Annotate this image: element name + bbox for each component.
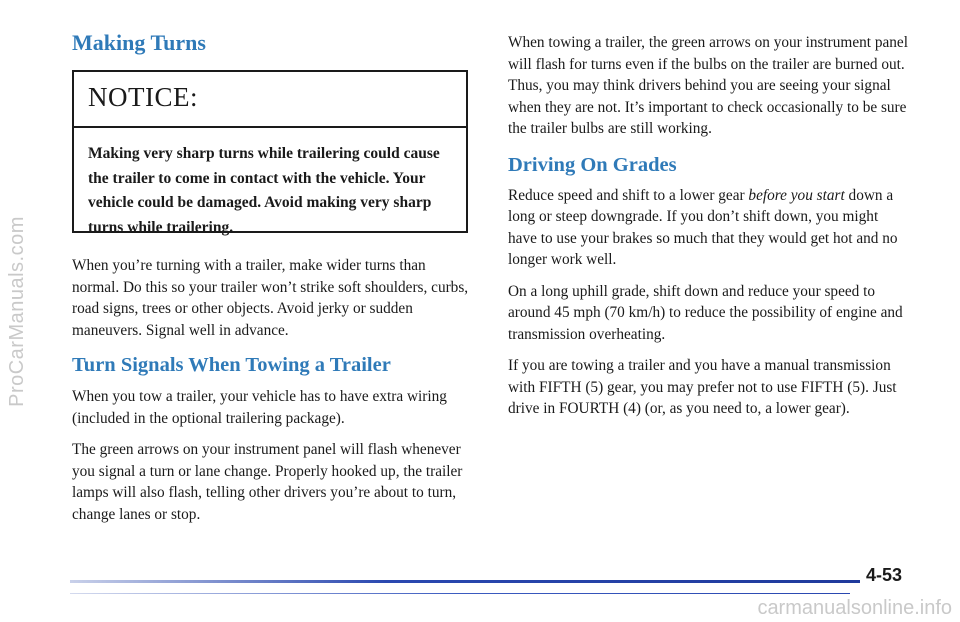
notice-heading: NOTICE:	[88, 82, 198, 112]
paragraph-uphill-grade: On a long uphill grade, shift down and reduce your speed to around 45 mph (70 km/h) to reduce the possibility of engine and transmission overheating.	[508, 282, 903, 343]
paragraph-wider-turns: When you’re turning with a trailer, make wider turns than normal. Do this so your trailer won’t strike soft shoulders, curbs, road signs, trees or other objects. Avoid jerky or sudden maneuvers. Signal well in advance.	[72, 257, 469, 339]
bottom-watermark: carmanualsonline.info	[757, 597, 952, 619]
footer-rule-thick	[70, 580, 860, 583]
section-title-making-turns: Making Turns	[72, 30, 206, 55]
page-number: 4-53	[866, 565, 903, 585]
paragraph-manual-transmission: If you are towing a trailer and you have a manual transmission with FIFTH (5) gear, you may prefer not to use FIFTH (5). Just drive in FOURTH (4) (or, as you need to, a lower gear).	[508, 357, 897, 417]
side-watermark	[2, 0, 32, 622]
left-column	[72, 30, 472, 525]
notice-box	[72, 70, 468, 236]
right-column	[508, 32, 908, 420]
notice-body: Making very sharp turns while trailering could cause the trailer to come in contact with the vehicle. Your vehicle could be damaged. Avoid making very sharp turns while trailering.	[88, 145, 440, 236]
downgrade-text-emphasis: before you start	[748, 186, 845, 204]
downgrade-text-start: Reduce speed and shift to a lower gear	[508, 186, 749, 204]
notice-divider	[74, 126, 466, 128]
paragraph-green-arrows: The green arrows on your instrument panel will flash whenever you signal a turn or lane change. Properly hooked up, the trailer lamps will also flash, telling other drivers you’re about to turn, change lanes or stop.	[72, 441, 463, 523]
section-title-driving-on-grades: Driving On Grades	[508, 153, 677, 176]
paragraph-extra-wiring: When you tow a trailer, your vehicle has to have extra wiring (included in the optional trailering package).	[72, 388, 447, 427]
footer-rule-thin	[70, 593, 850, 594]
downgrade-text-end: down a long or steep downgrade. If you don’t shift down, you might have to use your brakes so much that they would get hot and no longer work well.	[508, 186, 898, 268]
section-title-turn-signals: Turn Signals When Towing a Trailer	[72, 354, 391, 376]
paragraph-bulbs-burned-out: When towing a trailer, the green arrows on your instrument panel will flash for turns even if the bulbs on the trailer are burned out. Thus, you may think drivers behind you are seeing your signal when they are not. It’s important to check occasionally to be sure the trailer bulbs are still working.	[508, 34, 908, 137]
side-watermark-text: ProCarManuals.com	[5, 215, 28, 407]
paragraph-downgrade	[508, 185, 908, 271]
